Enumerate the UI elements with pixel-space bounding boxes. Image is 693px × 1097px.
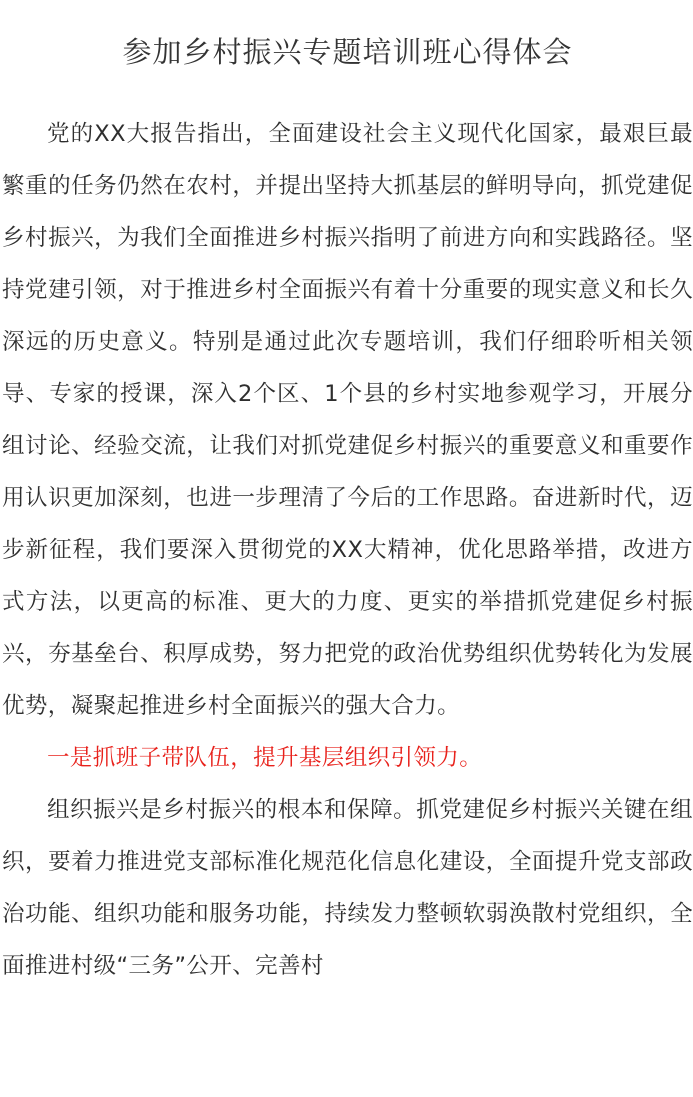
paragraph-intro: 党的XX大报告指出，全面建设社会主义现代化国家，最艰巨最繁重的任务仍然在农村，并提出坚持大抓基层的鲜明导向，抓党建促乡村振兴，为我们全面推进乡村振兴指明了前进方向和实践路径。坚持党建引领，对于推进乡村全面振兴有着十分重要的现实意义和长久深远的历史意义。特别是通过此次专题培训，我们仔细聆听相关领导、专家的授课，深入2个区、1个县的乡村实地参观学习，开展分组讨论、经验交流，让我们对抓党建促乡村振兴的重要意义和重要作用认识更加深刻，也进一步理清了今后的工作思路。奋进新时代，迈步新征程，我们要深入贯彻党的XX大精神，优化思路举措，改进方式方法，以更高的标准、更大的力度、更实的举措抓党建促乡村振兴，夯基垒台、积厚成势，努力把党的政治优势组织优势转化为发展优势，凝聚起推进乡村全面振兴的强大合力。	[2, 121, 693, 719]
document-body	[2, 108, 693, 992]
document-title: 参加乡村振兴专题培训班心得体会	[122, 35, 573, 69]
paragraph-section-1: 组织振兴是乡村振兴的根本和保障。抓党建促乡村振兴关键在组织，要着力推进党支部标准化规范化信息化建设，全面提升党支部政治功能、组织功能和服务功能，持续发力整顿软弱涣散村党组织，全面推进村级“三务”公开、完善村	[2, 797, 693, 979]
section-heading-1: 一是抓班子带队伍，提升基层组织引领力。	[47, 745, 483, 771]
